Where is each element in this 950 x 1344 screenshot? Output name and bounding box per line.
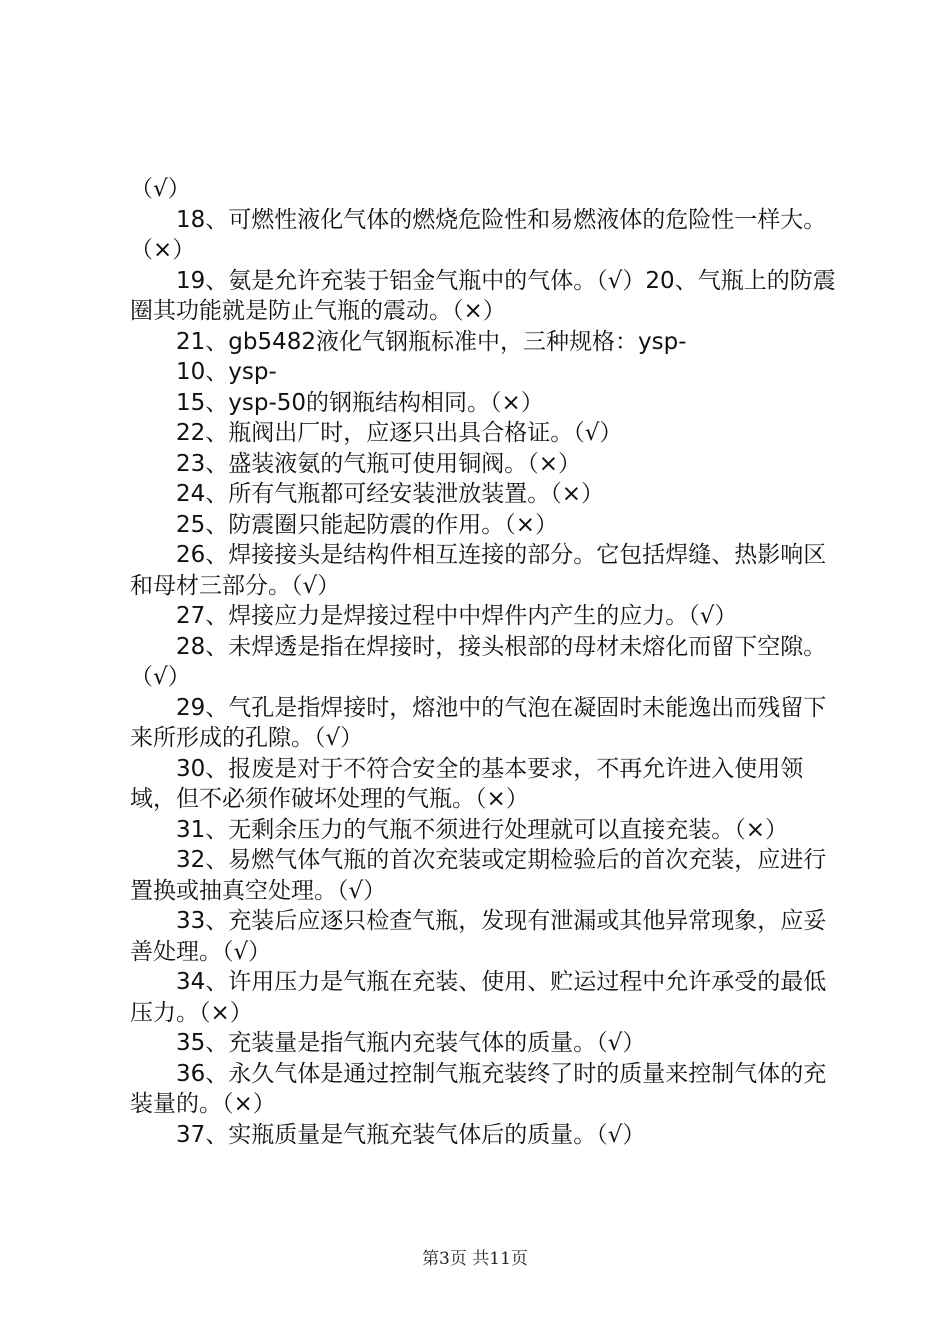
paragraph: 23、盛装液氨的气瓶可使用铜阀。（×） [176,450,582,477]
paragraph: 10、ysp- [176,359,277,385]
paragraph: 15、ysp-50的钢瓶结构相同。（×） [176,389,544,416]
paragraph: 26、焊接接头是结构件相互连接的部分。它包括焊缝、热影响区和母材三部分。（√） [130,542,827,599]
paragraph: 21、gb5482液化气钢瓶标准中，三种规格：ysp- [176,328,687,355]
paragraph: 18、可燃性液化气体的燃烧危险性和易燃液体的危险性一样大。（×） [130,206,827,263]
paragraph: 22、瓶阀出厂时，应逐只出具合格证。（√） [176,420,623,446]
paragraph: 32、易燃气体气瓶的首次充装或定期检验后的首次充装，应进行置换或抽真空处理。（√） [130,847,827,904]
paragraph: 33、充装后应逐只检查气瓶，发现有泄漏或其他异常现象，应妥善处理。（√） [130,908,827,965]
paragraph: 34、许用压力是气瓶在充装、使用、贮运过程中允许承受的最低压力。（×） [130,969,827,1026]
paragraph: 19、氨是允许充装于铝金气瓶中的气体。（√）20、气瓶上的防震圈其功能就是防止气瓶的震动。（×） [130,267,836,324]
document-body [130,174,840,1150]
paragraph: 24、所有气瓶都可经安装泄放装置。（×） [176,481,605,507]
paragraph: 25、防震圈只能起防震的作用。（×） [176,511,559,538]
paragraph: （√） [130,176,191,202]
paragraph: 28、未焊透是指在焊接时，接头根部的母材未熔化而留下空隙。（√） [130,633,827,690]
paragraph: 30、报废是对于不符合安全的基本要求，不再允许进入使用领域，但不必须作破坏处理的气瓶。（×） [130,755,804,812]
paragraph: 31、无剩余压力的气瓶不须进行处理就可以直接充装。（×） [176,816,789,843]
paragraph: 29、气孔是指焊接时，熔池中的气泡在凝固时未能逸出而残留下来所形成的孔隙。（√） [130,694,827,751]
paragraph: 35、充装量是指气瓶内充装气体的质量。（√） [176,1030,646,1056]
paragraph: 37、实瓶质量是气瓶充装气体后的质量。（√） [176,1121,646,1148]
paragraph: 27、焊接应力是焊接过程中中焊件内产生的应力。（√） [176,603,738,629]
paragraph: 36、永久气体是通过控制气瓶充装终了时的质量来控制气体的充装量的。（×） [130,1060,827,1117]
page-number-footer: 第3页 共11页 [422,1249,528,1269]
